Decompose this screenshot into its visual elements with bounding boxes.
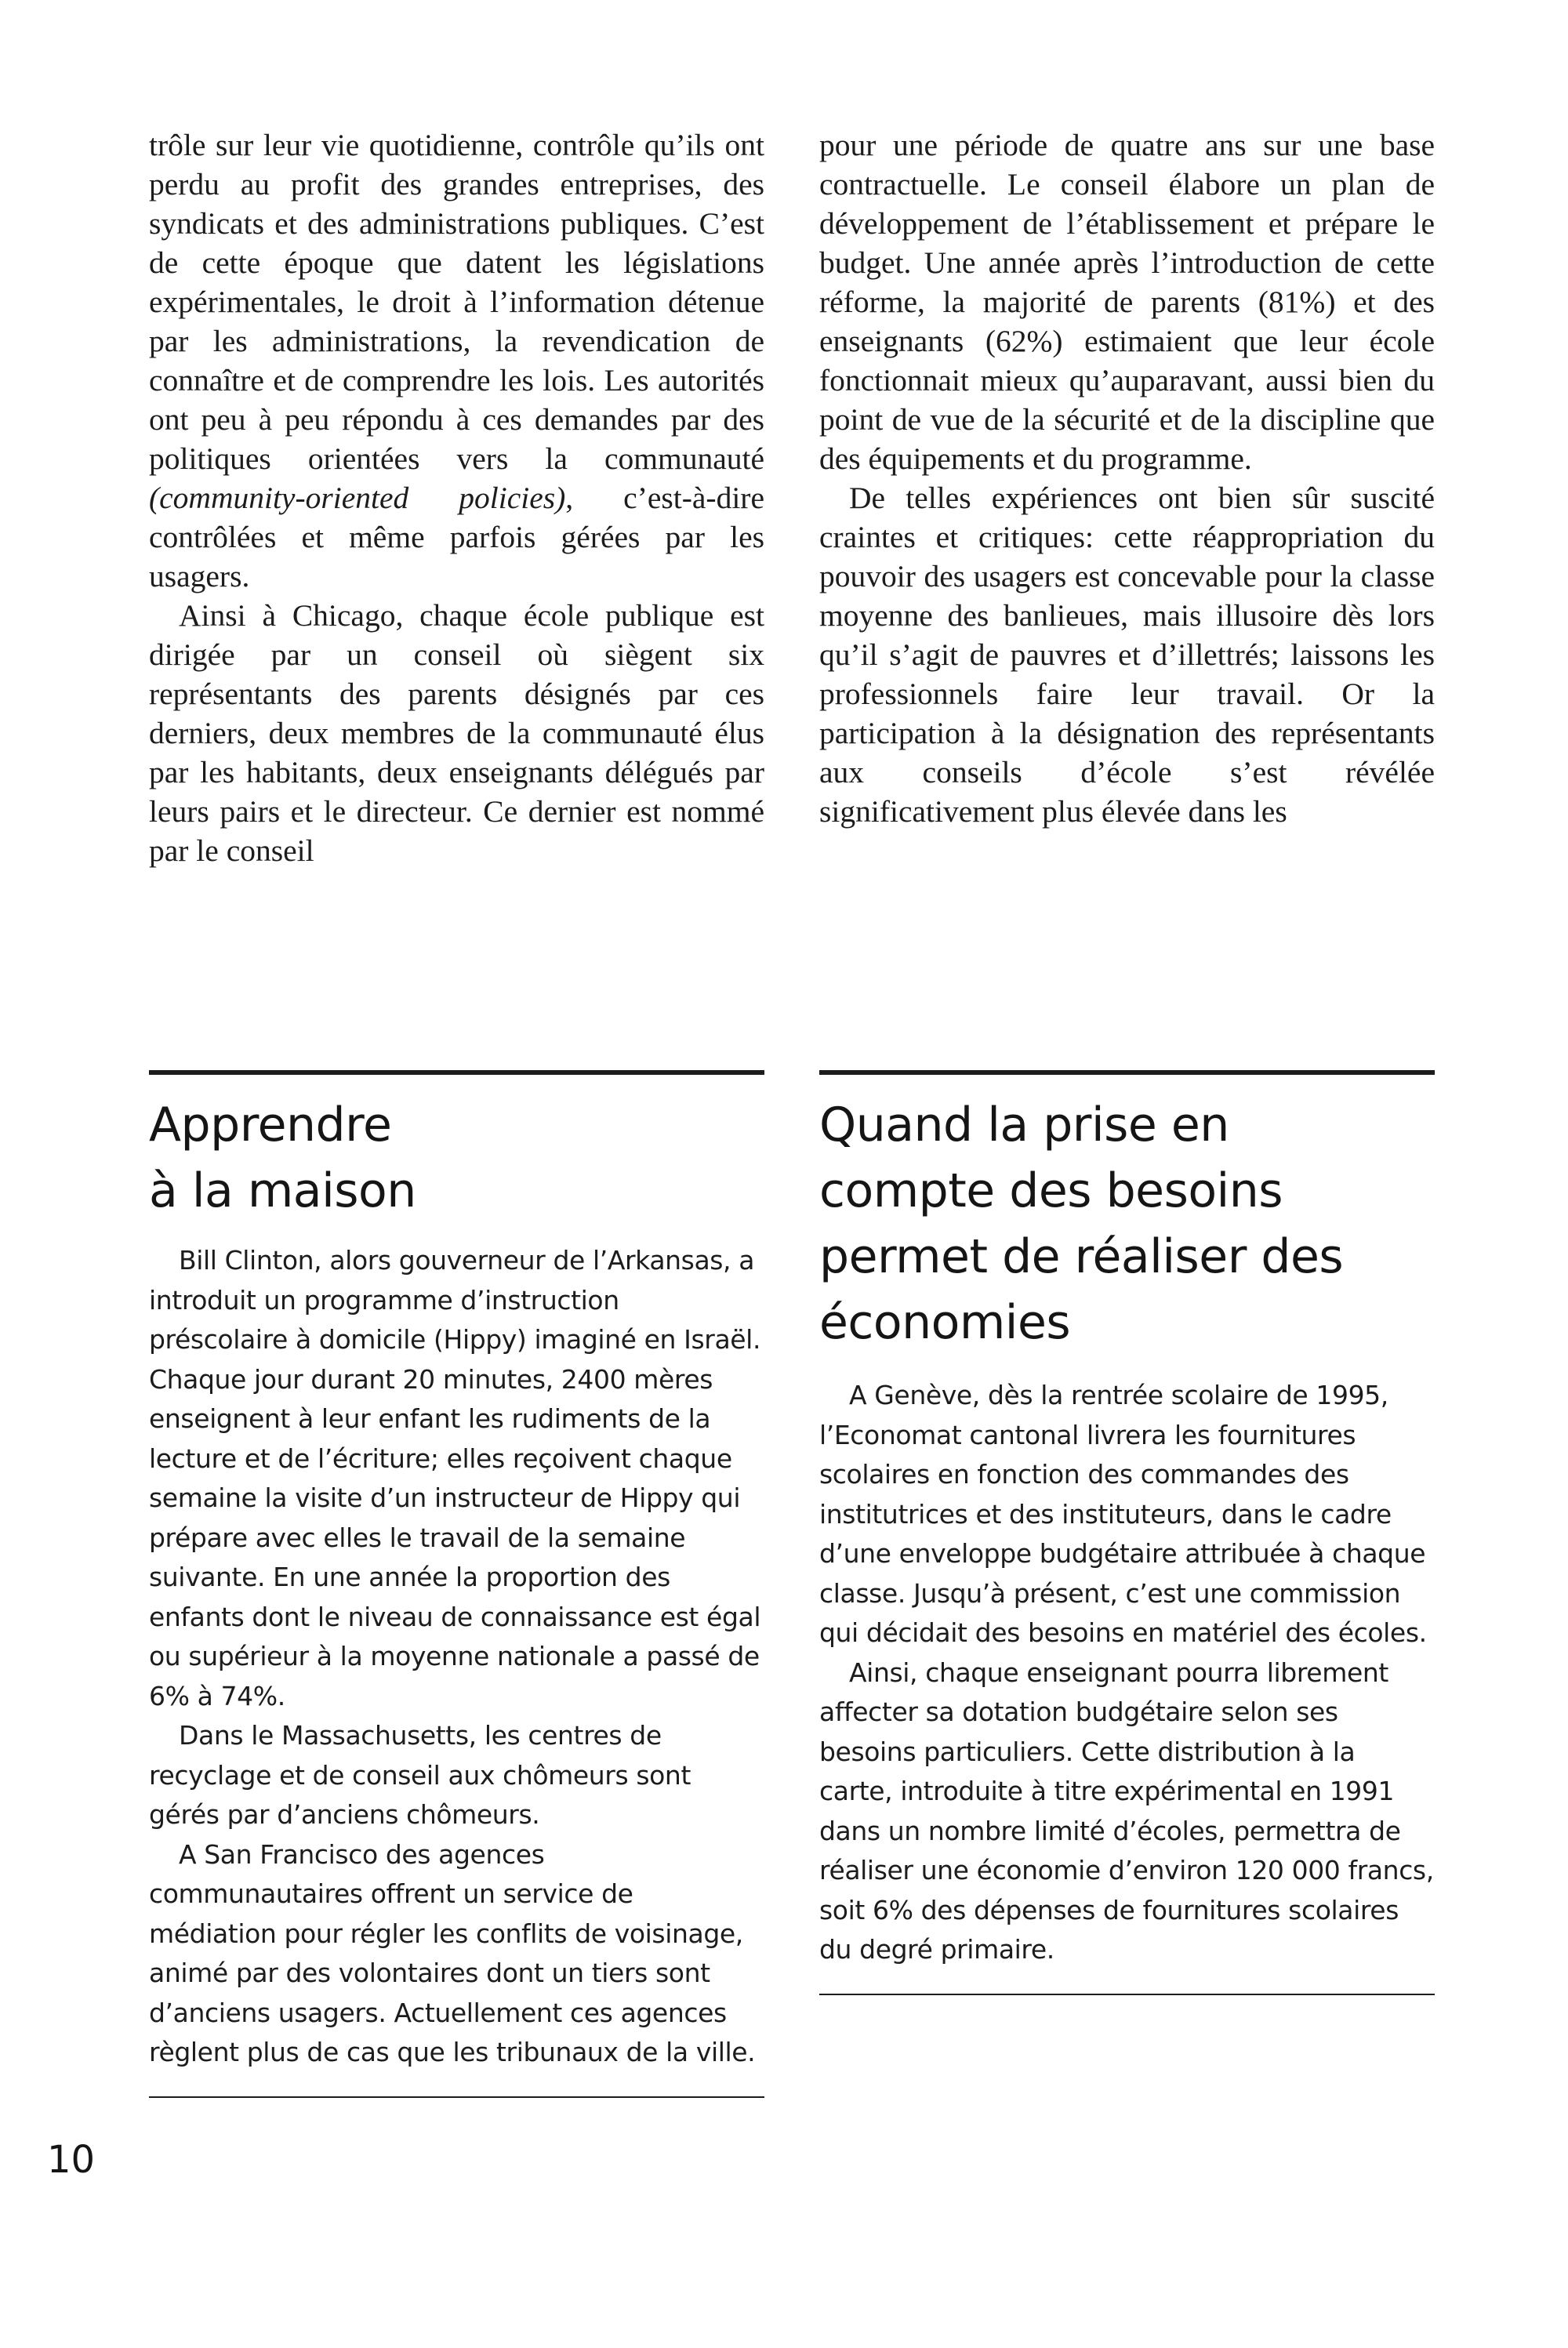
box-title: Apprendre à la maison (149, 1098, 416, 1218)
article-paragraph: trôle sur leur vie quotidienne, contrôle qu’ils ont perdu au profit des grandes entreprises, des syndicats et des administrations publiques. C’est de cette époque que datent les législations expérimentales, le droit à l’information détenue par les administrations, la revendication de connaître et de comprendre les lois. Les autorités ont peu à peu répondu à ces demandes par des politiques orientées vers la communauté (community-oriented policies), c’est-à-dire contrôlées et même parfois gérées par les usagers. (149, 128, 764, 593)
box-paragraph: A Genève, dès la rentrée scolaire de 1995, l’Economat cantonal livrera les fournitures scolaires en fonction des commandes des institutrices et des instituteurs, dans le cadre d’une enveloppe budgétaire attribuée à chaque classe. Jusqu’à présent, c’est une commission qui décidait des besoins en matériel des écoles. (819, 1380, 1427, 1648)
article-paragraph: De telles expériences ont bien sûr suscité craintes et critiques: cette réappropriation du pouvoir des usagers est concevable pour la classe moyenne des banlieues, mais illusoire dès lors qu’il s’agit de pauvres et d’illettrés; laissons les professionnels faire leur travail. Or la participation à la désignation des représentants aux conseils d’école s’est révélée significativement plus élevée dans les (819, 481, 1435, 829)
box-paragraph: Bill Clinton, alors gouverneur de l’Arkansas, a introduit un programme d’instruction préscolaire à domicile (Hippy) imaginé en Israël. Chaque jour durant 20 minutes, 2400 mères enseignent à leur enfant les rudiments de la lecture et de l’écriture; elles reçoivent chaque semaine la visite d’un instructeur de Hippy qui prépare avec elles le travail de la semaine suivante. En une année la proportion des enfants dont le niveau de connaissance est égal ou supérieur à la moyenne nationale a passé de 6% à 74%. (149, 1245, 761, 1711)
sidebar-box-apprendre (149, 1070, 764, 2098)
box-title: Quand la prise en compte des besoins permet de réaliser des économies (819, 1098, 1344, 1350)
box-bottom-rule (149, 2096, 764, 2098)
box-top-rule (149, 1070, 764, 1075)
box-paragraph: Ainsi, chaque enseignant pourra librement affecter sa dotation budgétaire selon ses besoins particuliers. Cette distribution à la carte, introduite à titre expérimental en 1991 dans un nombre limité d’écoles, permettra de réaliser une économie d’environ 120 000 francs, soit 6% des dépenses de fournitures scolaires du degré primaire. (819, 1657, 1434, 1965)
italic-phrase: (community-oriented policies) (149, 481, 566, 515)
article-paragraph: pour une période de quatre ans sur une base contractuelle. Le conseil élabore un plan de développement de l’établissement et prépare le budget. Une année après l’introduction de cette réforme, la majorité de parents (81%) et des enseignants (62%) estimaient que leur école fonctionnait mieux qu’auparavant, aussi bien du point de vue de la sécurité et de la discipline que des équipements et du programme. (819, 128, 1435, 476)
box-top-rule (819, 1070, 1435, 1075)
sidebar-box-economies (819, 1070, 1435, 1995)
article-column-left (149, 125, 764, 870)
box-paragraph: Dans le Massachusetts, les centres de recyclage et de conseil aux chômeurs sont gérés par d’anciens chômeurs. (149, 1720, 691, 1830)
page-number: 10 (47, 2138, 96, 2182)
article-paragraph: Ainsi à Chicago, chaque école publique est dirigée par un conseil où siègent six représentants des parents désignés par ces derniers, deux membres de la communauté élus par les habitants, deux enseignants délégués par leurs pairs et le directeur. Ce dernier est nommé par le conseil (149, 598, 764, 868)
box-paragraph: A San Francisco des agences communautaires offrent un service de médiation pour régler les conflits de voisinage, animé par des volontaires dont un tiers sont d’anciens usagers. Actuellement ces agences règlent plus de cas que les tribunaux de la ville. (149, 1838, 756, 2067)
article-column-right (819, 125, 1435, 831)
box-bottom-rule (819, 1994, 1435, 1995)
